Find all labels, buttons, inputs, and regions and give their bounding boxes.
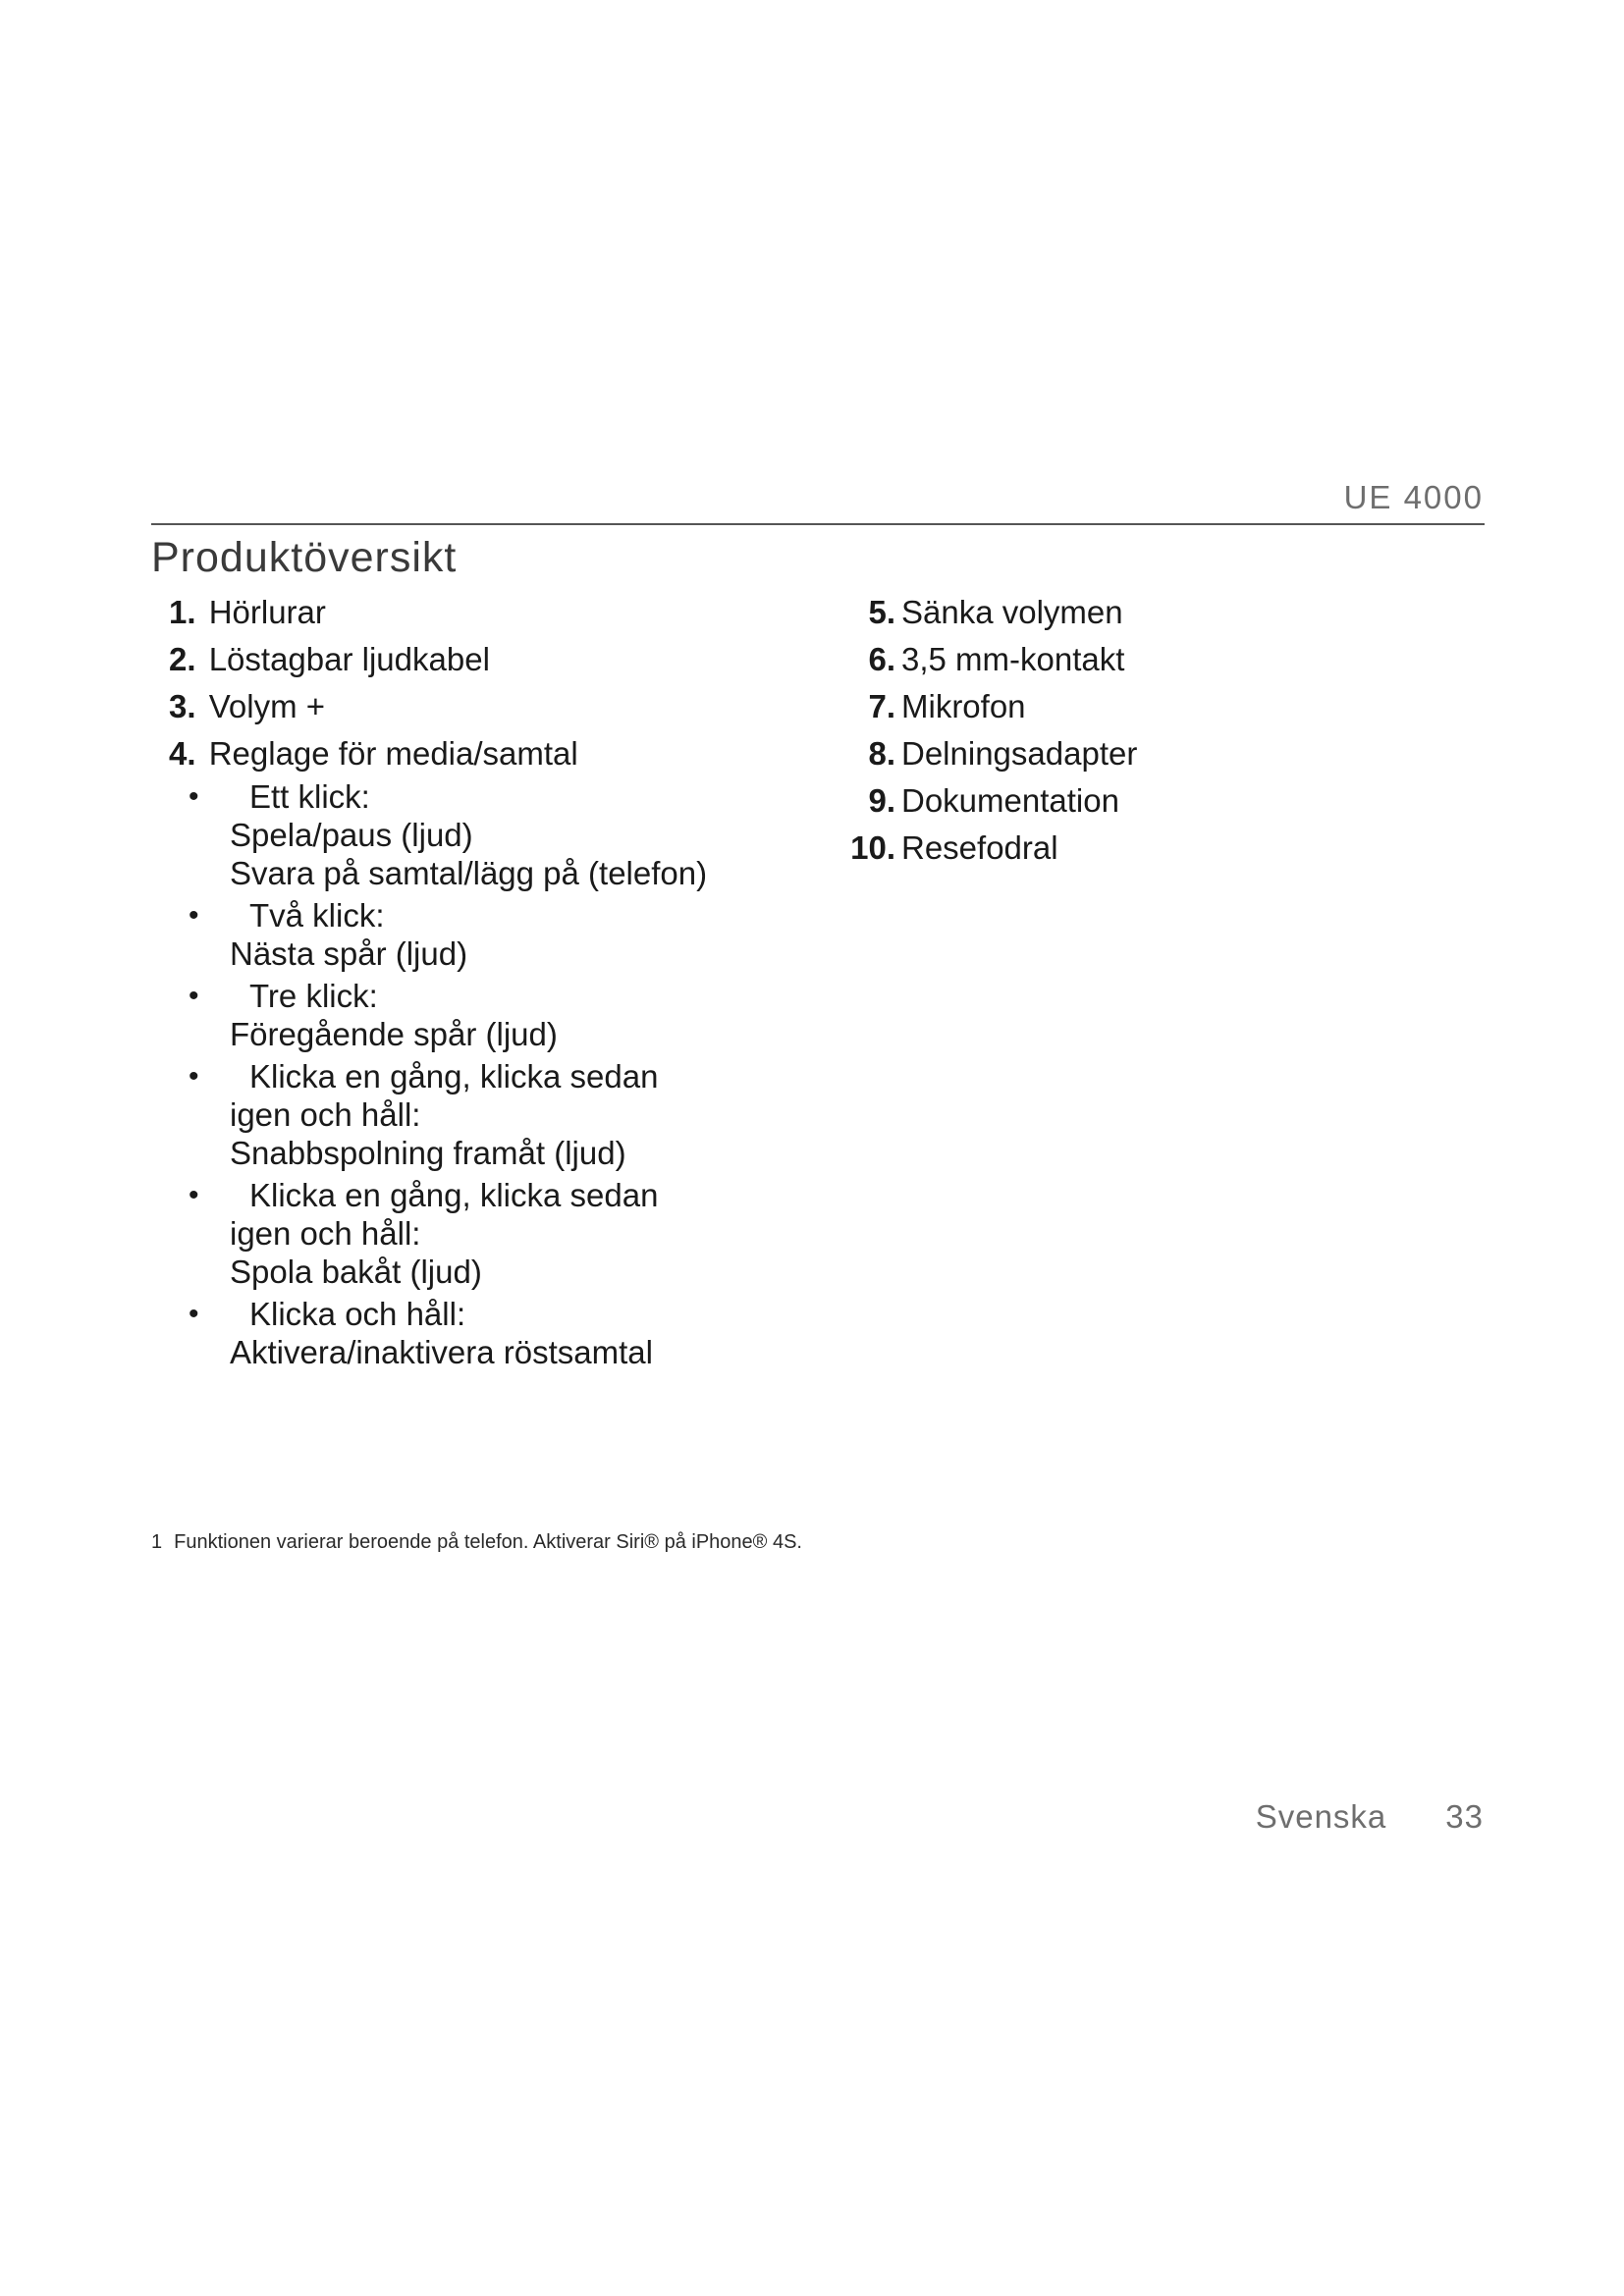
sub-item: [169, 777, 778, 892]
page-number: 33: [1445, 1798, 1484, 1835]
list-item: [842, 825, 1333, 872]
sub-item-line: Aktivera/inaktivera röstsamtal: [230, 1334, 653, 1370]
sub-item-line: Spela/paus (ljud): [230, 817, 473, 853]
item-label: Hörlurar: [208, 594, 326, 630]
controls-sub-list: [169, 777, 778, 1371]
left-column: [169, 589, 778, 1375]
footer-language: Svenska: [1255, 1798, 1387, 1835]
item-label: Dokumentation: [901, 782, 1119, 819]
item-label: 3,5 mm-kontakt: [901, 641, 1125, 677]
sub-item: [169, 1057, 778, 1172]
list-item: [169, 730, 778, 777]
item-number: 6.: [868, 641, 895, 677]
sub-item-head: Tre klick:: [249, 978, 378, 1014]
item-number: 7.: [868, 688, 895, 724]
item-number: 5.: [868, 594, 895, 630]
item-label: Löstagbar ljudkabel: [208, 641, 490, 677]
list-item: [842, 636, 1333, 683]
sub-item: [169, 1295, 778, 1371]
model-name: UE 4000: [1343, 479, 1484, 515]
sub-item-head: Klicka en gång, klicka sedan: [249, 1058, 659, 1095]
item-label: Sänka volymen: [901, 594, 1123, 630]
bullet: •: [189, 1060, 199, 1093]
right-column: [842, 589, 1333, 872]
list-item: [842, 683, 1333, 730]
header-divider: [151, 523, 1485, 525]
item-label: Mikrofon: [901, 688, 1026, 724]
list-item: [842, 777, 1333, 825]
sub-item-line: Svara på samtal/lägg på (telefon): [230, 855, 708, 891]
sub-item-head: Klicka och håll:: [249, 1296, 466, 1332]
bullet: •: [189, 980, 199, 1012]
item-label: Resefodral: [901, 829, 1058, 866]
sub-item-line: Spola bakåt (ljud): [230, 1254, 482, 1290]
item-number: 9.: [868, 782, 895, 819]
page-footer: [1256, 1798, 1484, 1836]
item-number: 2.: [169, 641, 196, 677]
bullet: •: [189, 780, 199, 813]
sub-item-head: Två klick:: [249, 897, 385, 934]
sub-item-line: igen och håll:: [230, 1096, 421, 1133]
list-item: [169, 589, 778, 636]
item-number: 4.: [169, 735, 196, 772]
bullet: •: [189, 899, 199, 932]
item-number: 8.: [868, 735, 895, 772]
footnote-number: 1: [151, 1531, 163, 1553]
sub-item-line: Snabbspolning framåt (ljud): [230, 1135, 626, 1171]
item-number: 1.: [169, 594, 196, 630]
sub-item-line: Nästa spår (ljud): [230, 935, 468, 972]
item-label: Reglage för media/samtal: [208, 735, 578, 772]
bullet: •: [189, 1179, 199, 1211]
list-item: [842, 730, 1333, 777]
item-label: Delningsadapter: [901, 735, 1138, 772]
sub-item-head: Ett klick:: [249, 778, 370, 815]
bullet: •: [189, 1298, 199, 1330]
list-item: [169, 636, 778, 683]
footnote-text: Funktionen varierar beroende på telefon. Aktiverar Siri® på iPhone® 4S.: [174, 1531, 802, 1553]
sub-item: [169, 1176, 778, 1291]
sub-item-line: Föregående spår (ljud): [230, 1016, 558, 1052]
sub-item: [169, 896, 778, 973]
sub-item: [169, 977, 778, 1053]
list-item: [842, 589, 1333, 636]
sub-item-line: igen och håll:: [230, 1215, 421, 1252]
item-number: 3.: [169, 688, 196, 724]
item-label: Volym +: [208, 688, 326, 724]
item-number: 10.: [850, 829, 895, 866]
sub-item-head: Klicka en gång, klicka sedan: [249, 1177, 659, 1213]
section-title: Produktöversikt: [151, 534, 458, 581]
footnote: [151, 1531, 802, 1554]
list-item: [169, 683, 778, 730]
